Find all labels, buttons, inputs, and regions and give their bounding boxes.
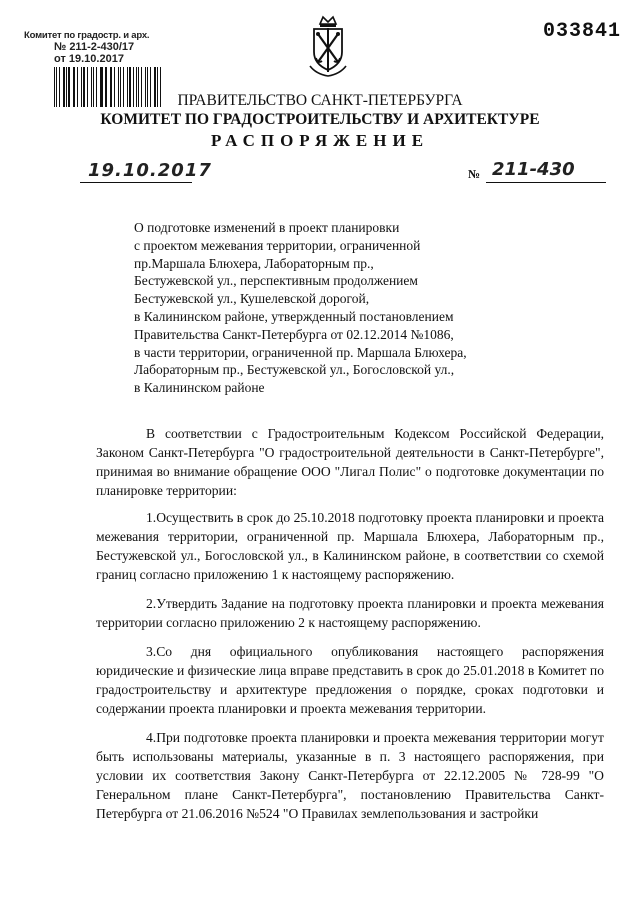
- committee-title: КОМИТЕТ ПО ГРАДОСТРОИТЕЛЬСТВУ И АРХИТЕКТУРЕ: [100, 111, 540, 128]
- subject-line: в части территории, ограниченной пр. Маршала Блюхера,: [134, 344, 467, 360]
- order-date: 19.10.2017: [88, 160, 212, 181]
- subject-block: [134, 219, 514, 397]
- subject-line: Бестужевской ул., перспективным продолжением: [134, 273, 418, 289]
- subject-line: с проектом межевания территории, ограниченной: [134, 237, 421, 253]
- stamp-reg-date: от 19.10.2017: [54, 53, 124, 65]
- subject-line: Правительства Санкт-Петербурга от 02.12.2014 №1086,: [134, 326, 454, 342]
- subject-line: О подготовке изменений в проект планировки: [134, 220, 400, 235]
- subject-line: пр.Маршала Блюхера, Лабораторным пр.,: [134, 255, 374, 271]
- number-underline: [486, 182, 606, 183]
- preamble-paragraph: В соответствии с Градостроительным Кодексом Российской Федерации, Законом Санкт-Петербурга "О градостроительной деятельности в Санкт-Петербурге", принимая во внимание обращение ООО "Лигал Полис" о подготовке документации по планировке территории:: [96, 426, 604, 498]
- coat-of-arms-icon: [306, 14, 350, 78]
- clause-3-paragraph: 3.Со дня официального опубликования настоящего распоряжения юридические и физические лица вправе представить в срок до 25.01.2018 в Комитет по градостроительству и архитектуре предложения о порядке, сроках подготовки и содержании проекта планировки и проекта межевания территории.: [96, 644, 604, 716]
- government-title: ПРАВИТЕЛЬСТВО САНКТ-ПЕТЕРБУРГА: [177, 92, 463, 109]
- stamp-reg-number: № 211-2-430/17: [54, 41, 135, 53]
- clause-2-paragraph: 2.Утвердить Задание на подготовку проекта планировки и проекта межевания территории согласно приложению 2 к настоящему распоряжению.: [96, 596, 604, 630]
- subject-line: в Калининском районе, утвержденный постановлением: [134, 308, 454, 324]
- order-number-label: №: [468, 167, 481, 181]
- document-type: РАСПОРЯЖЕНИЕ: [210, 131, 430, 150]
- document-serial: 033841: [543, 20, 622, 43]
- order-number: 211-430: [492, 159, 575, 180]
- clause-1-paragraph: 1.Осуществить в срок до 25.10.2018 подготовку проекта планировки и проекта межевания территории, ограниченной пр. Маршала Блюхера, Лабораторным пр., Бестужевской ул., Богословской ул., в Калининском районе, в соответствии со схемой границ согласно приложению 1 к настоящему распоряжению.: [96, 510, 604, 582]
- subject-line: Бестужевской ул., Кушелевской дорогой,: [134, 291, 370, 307]
- stamp-org: Комитет по градостр. и арх.: [24, 30, 150, 41]
- subject-line: Лабораторным пр., Бестужевской ул., Богословской ул.,: [134, 362, 455, 378]
- clause-4-paragraph: 4.При подготовке проекта планировки и проекта межевания территории могут быть использованы материалы, указанные в п. 3 настоящего распоряжения, при условии их соответствия Закону Санкт-Петербурга от 22.12.2005 № 728-99 "О Генеральном плане Санкт-Петербурга", постановлению Правительства Санкт-Петербурга от 21.06.2016 №524 "О Правилах землепользования и застройки: [96, 730, 604, 821]
- subject-line: в Калининском районе: [134, 380, 265, 396]
- date-underline: [80, 182, 192, 183]
